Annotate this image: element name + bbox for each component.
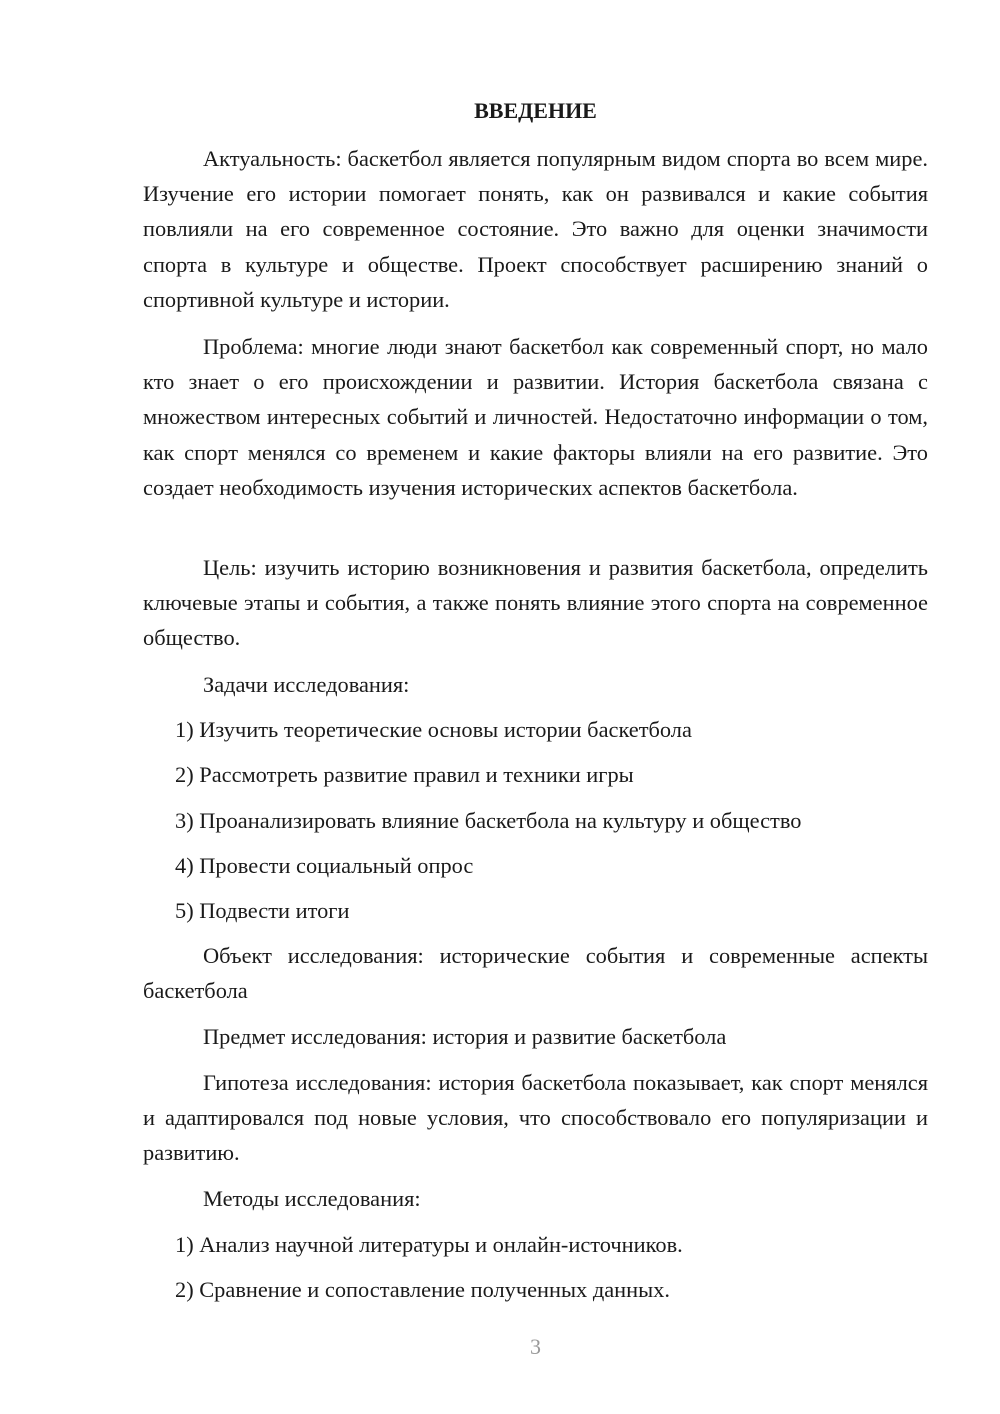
task-item: 4) Провести социальный опрос [175,853,474,878]
hypothesis-paragraph: Гипотеза исследования: история баскетбола показывает, как спорт менялся и адаптировался под новые условия, что способствовало его популяризации и развитию. [143,1070,928,1166]
task-item: 1) Изучить теоретические основы истории баскетбола [175,717,692,742]
goal-paragraph: Цель: изучить историю возникновения и развития баскетбола, определить ключевые этапы и события, а также понять влияние этого спорта на современное общество. [143,555,928,651]
object-paragraph: Объект исследования: исторические события и современные аспекты баскетбола [143,943,928,1004]
task-item: 3) Проанализировать влияние баскетбола на культуру и общество [175,808,802,833]
section-title: ВВЕДЕНИЕ [474,98,597,123]
subject-paragraph: Предмет исследования: история и развитие баскетбола [203,1024,727,1049]
page-number: 3 [530,1334,541,1359]
problem-paragraph: Проблема: многие люди знают баскетбол как современный спорт, но мало кто знает о его происхождении и развитии. История баскетбола связана с множеством интересных событий и личностей. Недостаточно информации о том, как спорт менялся со временем и какие факторы влияли на его развитие. Это создает необходимость изучения исторических аспектов баскетбола. [143,334,928,500]
relevance-paragraph: Актуальность: баскетбол является популярным видом спорта во всем мире. Изучение его истории помогает понять, как он развивался и какие события повлияли на его современное состояние. Это важно для оценки значимости спорта в культуре и обществе. Проект способствует расширению знаний о спортивной культуре и истории. [143,146,928,312]
task-item: 2) Рассмотреть развитие правил и техники игры [175,762,634,787]
task-item: 5) Подвести итоги [175,898,350,923]
methods-heading: Методы исследования: [203,1186,421,1211]
method-item: 1) Анализ научной литературы и онлайн-источников. [175,1232,683,1257]
method-item: 2) Сравнение и сопоставление полученных данных. [175,1277,670,1302]
tasks-heading: Задачи исследования: [203,672,410,697]
